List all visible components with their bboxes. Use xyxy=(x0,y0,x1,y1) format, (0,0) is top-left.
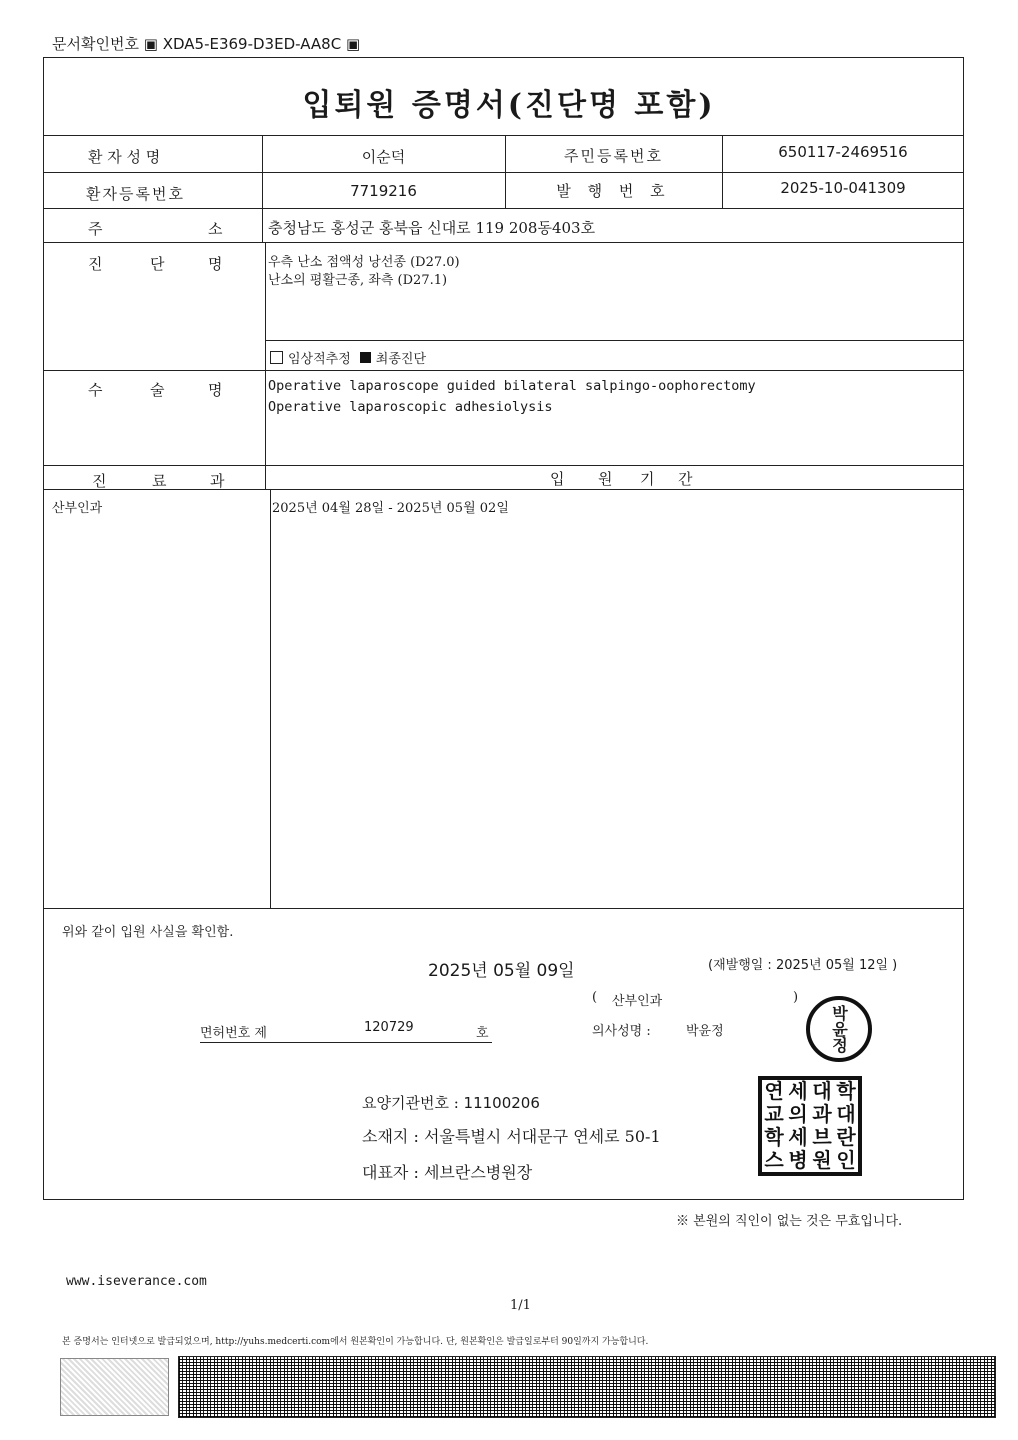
diagnosis-line-2: 난소의 평활근종, 좌측 (D27.1) xyxy=(268,273,448,288)
divider xyxy=(44,908,964,909)
divider xyxy=(44,135,964,136)
hospital-rep: 세브란스병원장 xyxy=(423,1163,533,1182)
address-label-1: 주 xyxy=(88,220,103,238)
square-mark-icon: ▣ xyxy=(345,35,361,53)
hospital-seal xyxy=(758,1076,862,1176)
seal-char: 대 xyxy=(836,1102,856,1126)
diagnosis-type xyxy=(270,348,426,367)
seal-char: 란 xyxy=(836,1125,856,1149)
surgery-label-3: 명 xyxy=(208,381,223,399)
issue-no-value: 2025-10-041309 xyxy=(780,179,906,197)
surgery-label-1: 수 xyxy=(88,381,103,399)
seal-char: 병 xyxy=(788,1148,808,1172)
surgery-label-2: 술 xyxy=(150,381,165,399)
diagnosis-label-2: 단 xyxy=(150,255,165,273)
period-label-3: 기 xyxy=(640,470,655,488)
seal-char: 세 xyxy=(788,1125,808,1149)
doctor-dept: 산부인과 xyxy=(612,994,663,1009)
seal-char: 교 xyxy=(764,1102,784,1126)
reissue-date: (재발행일 : 2025년 05월 12일 ) xyxy=(708,958,898,973)
divider xyxy=(44,242,964,243)
doctor-dept-close: ) xyxy=(793,990,799,1005)
address-value: 충청남도 홍성군 홍북읍 신대로 119 208동403호 xyxy=(268,219,596,237)
rrn-label: 주민등록번호 xyxy=(564,147,663,165)
document-check-number xyxy=(52,33,360,54)
hospital-code-label: 요양기관번호 : xyxy=(362,1094,459,1112)
department-label-3: 과 xyxy=(210,472,225,490)
seal-text: 박윤정 xyxy=(829,1005,849,1053)
hospital-address-label: 소재지 : xyxy=(362,1127,419,1146)
issue-no-label: 발 행 번 호 xyxy=(556,182,671,200)
seal-char: 연 xyxy=(764,1079,784,1103)
seal-char: 브 xyxy=(812,1125,832,1149)
license-label: 면허번호 제 xyxy=(200,1026,267,1041)
divider xyxy=(44,208,964,209)
patient-reg-no: 7719216 xyxy=(350,182,417,200)
surgery-line-2: Operative laparoscopic adhesiolysis xyxy=(268,399,553,415)
license-number: 120729 xyxy=(364,1020,414,1035)
seal-char: 대 xyxy=(812,1079,832,1103)
doc-check-label: 문서확인번호 xyxy=(52,35,139,53)
doc-check-code: XDA5-E369-D3ED-AA8C xyxy=(162,35,342,53)
hospital-code: 11100206 xyxy=(463,1094,540,1112)
patient-reg-label: 환자등록번호 xyxy=(86,185,185,203)
footer-note: 본 증명서는 인터넷으로 발급되었으며, http://yuhs.medcerti.com에서 원본확인이 가능합니다. 단, 원본확인은 발급일로부터 90일까지 가능합니다. xyxy=(62,1337,649,1347)
website-link[interactable]: www.iseverance.com xyxy=(66,1274,207,1289)
divider xyxy=(44,172,964,173)
hospital-code-line xyxy=(362,1092,540,1113)
license-line xyxy=(200,1020,492,1043)
surgery-line-1: Operative laparoscope guided bilateral salpingo-oophorectomy xyxy=(268,378,756,394)
hospital-rep-line xyxy=(362,1160,532,1183)
diagnosis-label-1: 진 xyxy=(88,255,103,273)
period-label-4: 간 xyxy=(678,470,693,488)
divider xyxy=(265,242,266,489)
patient-name: 이순덕 xyxy=(361,148,406,166)
department-value: 산부인과 xyxy=(52,501,103,516)
page-title: 입퇴원 증명서(진단명 포함) xyxy=(302,88,716,123)
doctor-name-label: 의사성명 : xyxy=(592,1024,651,1039)
diagnosis-line-1: 우측 난소 점액성 낭선종 (D27.0) xyxy=(268,255,460,270)
seal-char: 인 xyxy=(836,1148,856,1172)
hospital-address: 서울특별시 서대문구 연세로 50-1 xyxy=(423,1127,661,1146)
period-label-1: 입 xyxy=(550,470,565,488)
doctor-dept-open: ( xyxy=(592,990,598,1005)
department-label-2: 료 xyxy=(152,472,167,490)
empty-checkbox-icon xyxy=(270,351,283,364)
doctor-name: 박윤정 xyxy=(686,1024,724,1039)
doctor-seal xyxy=(806,996,872,1062)
license-suffix: 호 xyxy=(476,1026,489,1041)
divider xyxy=(44,370,964,371)
period-value: 2025년 04월 28일 - 2025년 05월 02일 xyxy=(272,501,509,516)
diagnosis-label-3: 명 xyxy=(208,255,223,273)
hospital-rep-label: 대표자 : xyxy=(362,1163,419,1182)
seal-char: 학 xyxy=(764,1125,784,1149)
divider xyxy=(44,465,964,466)
barcode-2d xyxy=(178,1356,996,1418)
period-label-2: 원 xyxy=(598,470,613,488)
filled-checkbox-icon xyxy=(360,352,371,363)
seal-char: 과 xyxy=(812,1102,832,1126)
seal-char: 세 xyxy=(788,1079,808,1103)
clinical-estimate-label: 임상적추정 xyxy=(288,352,351,367)
barcode-small xyxy=(60,1358,169,1416)
divider xyxy=(265,340,964,341)
final-diagnosis-label: 최종진단 xyxy=(375,352,427,367)
page-number: 1/1 xyxy=(510,1298,531,1313)
issue-date: 2025년 05월 09일 xyxy=(428,961,575,981)
seal-char: 원 xyxy=(812,1148,832,1172)
divider xyxy=(270,489,271,908)
square-mark-icon: ▣ xyxy=(143,35,158,53)
patient-name-label: 환 자 성 명 xyxy=(88,148,161,166)
confirm-text: 위와 같이 입원 사실을 확인함. xyxy=(62,925,234,940)
address-label-2: 소 xyxy=(208,220,223,238)
divider xyxy=(44,489,964,490)
department-label-1: 진 xyxy=(92,472,107,490)
hospital-address-line xyxy=(362,1124,661,1147)
seal-char: 스 xyxy=(764,1148,784,1172)
seal-char: 의 xyxy=(788,1102,808,1126)
rrn-value: 650117-2469516 xyxy=(778,143,908,161)
invalid-notice: ※ 본원의 직인이 없는 것은 무효입니다. xyxy=(676,1214,903,1229)
seal-char: 학 xyxy=(836,1079,856,1103)
